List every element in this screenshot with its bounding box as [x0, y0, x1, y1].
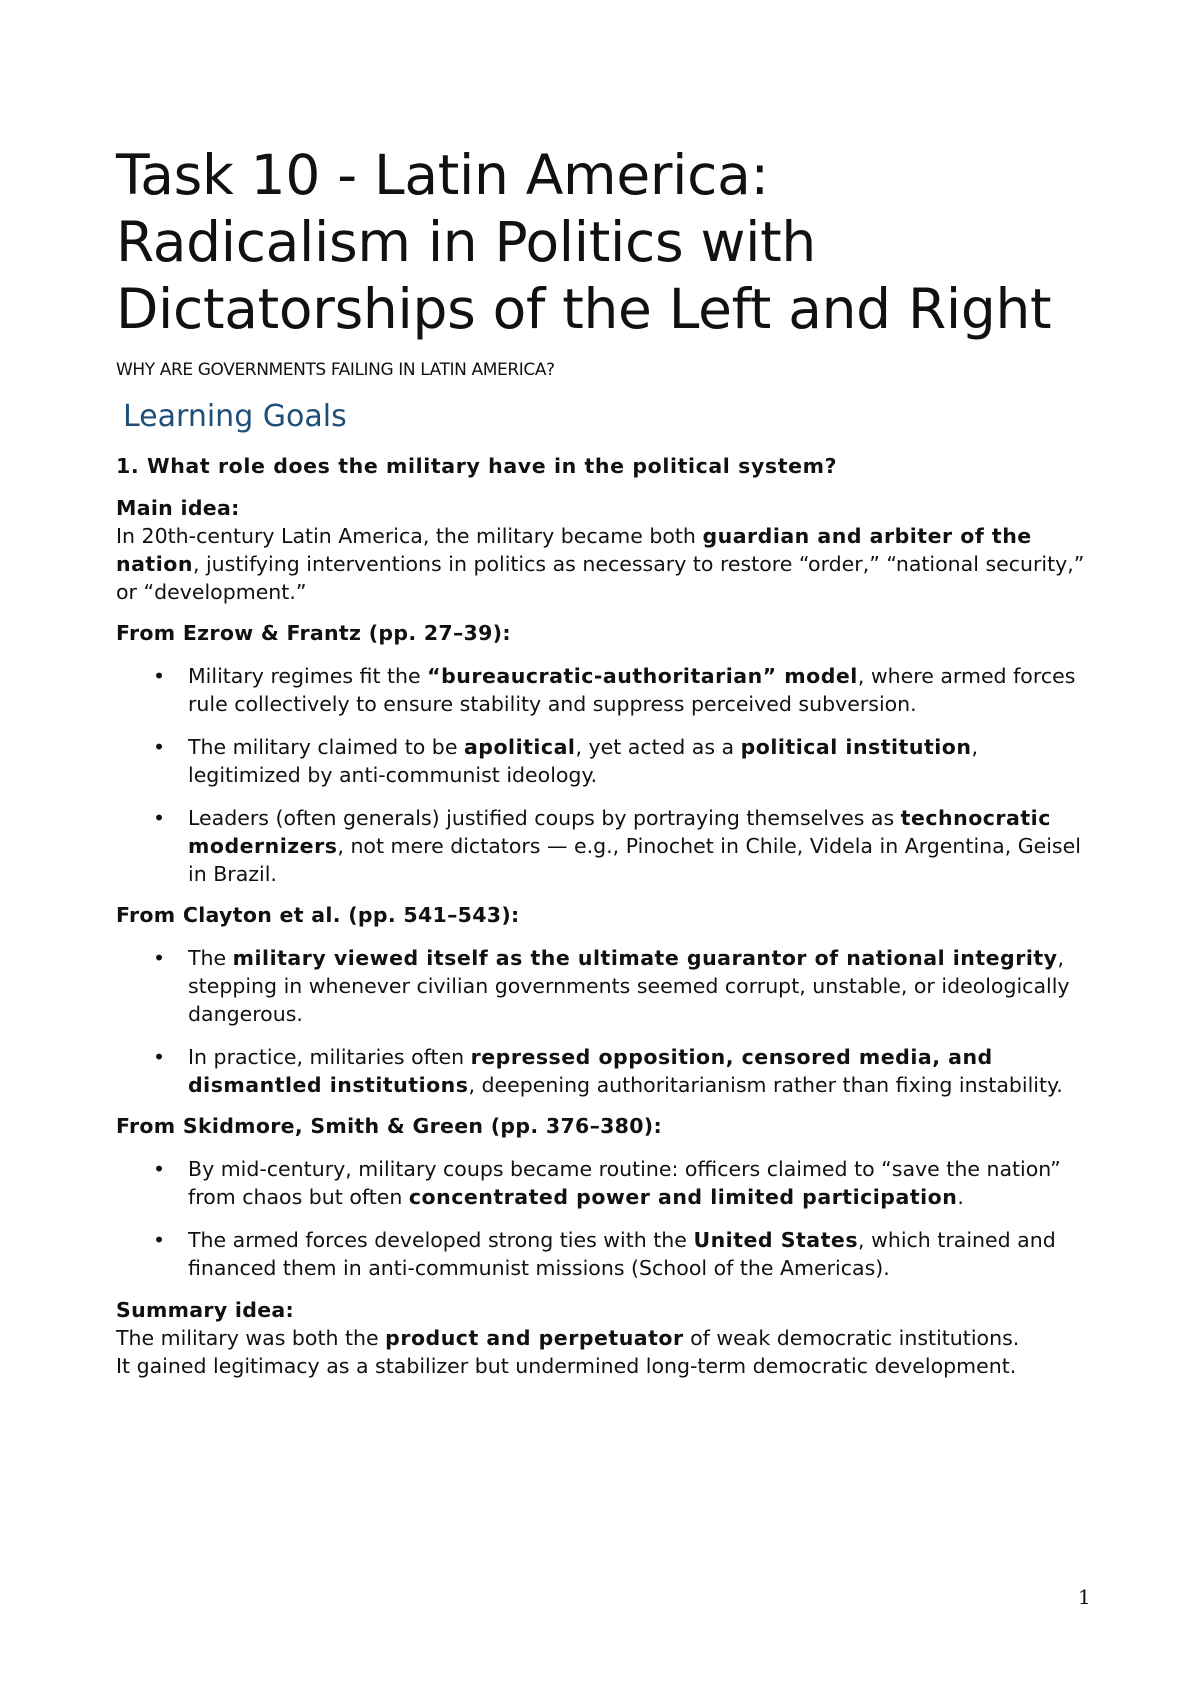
text-run: , where armed forces rule collectively to ensure stability and suppress perceived subversion. [188, 664, 1076, 716]
text-run: Military regimes fit the [188, 664, 428, 688]
list-item [116, 944, 1096, 1028]
skidmore-list [116, 1155, 1096, 1282]
bullet-icon: • [153, 1045, 166, 1069]
bullet-icon: • [153, 735, 166, 759]
summary-label: Summary idea: [116, 1298, 295, 1322]
ezrow-heading: From Ezrow & Frantz (pp. 27–39): [116, 621, 511, 645]
text-run: In practice, militaries often [188, 1045, 471, 1069]
text-run: The armed forces developed strong ties with the [188, 1228, 694, 1252]
text-run: By mid-century, military coups became routine: officers claimed to “save the nation” from chaos but often [188, 1157, 1061, 1209]
title-line-3: Dictatorships of the Left and Right [116, 277, 1052, 341]
main-idea-text [116, 522, 1096, 606]
bold-run: repressed opposition, censored media, and dismantled institutions [188, 1045, 993, 1097]
clayton-heading: From Clayton et al. (pp. 541–543): [116, 903, 520, 927]
bullet-icon: • [153, 806, 166, 830]
list-item [116, 1226, 1096, 1282]
document-subtitle: WHY ARE GOVERNMENTS FAILING IN LATIN AMERICA? [116, 360, 555, 380]
bold-run: apolitical [463, 735, 576, 759]
skidmore-heading: From Skidmore, Smith & Green (pp. 376–380): [116, 1114, 662, 1138]
bold-run: technocratic modernizers [188, 806, 1051, 858]
ezrow-section [116, 619, 1096, 888]
bold-run: guardian and arbiter of the nation [116, 524, 1032, 576]
text-run: , legitimized by anti-communist ideology. [188, 735, 978, 787]
main-idea-label: Main idea: [116, 496, 240, 520]
bold-run: military viewed itself as the ultimate guarantor of national integrity [232, 946, 1058, 970]
bullet-icon: • [153, 1228, 166, 1252]
main-idea-section [116, 494, 1096, 606]
text-run: , not mere dictators — e.g., Pinochet in Chile, Videla in Argentina, Geisel in Brazil. [188, 834, 1081, 886]
text-run: , yet acted as a [575, 735, 741, 759]
document-title [116, 142, 1096, 343]
text-run: , justifying interventions in politics as necessary to restore “order,” “national security,” or “development.” [116, 552, 1085, 604]
bold-run: political institution [740, 735, 972, 759]
learning-goals-heading: Learning Goals [123, 399, 347, 434]
summary-text [116, 1324, 1096, 1352]
list-item [116, 733, 1096, 789]
list-item [116, 1043, 1096, 1099]
bold-run: product and perpetuator [385, 1326, 684, 1350]
text-run: The military was both the [116, 1326, 386, 1350]
bold-run: United States [693, 1228, 859, 1252]
text-run: , deepening authoritarianism rather than fixing instability. [468, 1073, 1063, 1097]
ezrow-list [116, 662, 1096, 888]
title-line-1: Task 10 - Latin America: [116, 143, 769, 207]
page-number: 1 [1078, 1585, 1091, 1609]
text-run: The [188, 946, 233, 970]
text-run: , which trained and financed them in anti-communist missions (School of the Americas). [188, 1228, 1056, 1280]
text-run: . [957, 1185, 964, 1209]
clayton-list [116, 944, 1096, 1099]
bullet-icon: • [153, 1157, 166, 1181]
title-line-2: Radicalism in Politics with [116, 210, 816, 274]
summary-section [116, 1296, 1096, 1380]
page-content [116, 142, 1096, 1380]
list-item [116, 662, 1096, 718]
summary-text-line-2: It gained legitimacy as a stabilizer but undermined long-term democratic development. [116, 1354, 1017, 1378]
question-heading: 1. What role does the military have in the political system? [116, 454, 838, 478]
text-run: , stepping in whenever civilian governments seemed corrupt, unstable, or ideologically dangerous. [188, 946, 1070, 1026]
text-run: In 20th-century Latin America, the military became both [116, 524, 703, 548]
clayton-section [116, 901, 1096, 1099]
list-item [116, 1155, 1096, 1211]
skidmore-section [116, 1112, 1096, 1282]
text-run: The military claimed to be [188, 735, 464, 759]
bullet-icon: • [153, 664, 166, 688]
list-item [116, 804, 1096, 888]
bold-run: “bureaucratic-authoritarian” model [427, 664, 858, 688]
text-run: of weak democratic institutions. [683, 1326, 1020, 1350]
bullet-icon: • [153, 946, 166, 970]
text-run: Leaders (often generals) justified coups by portraying themselves as [188, 806, 901, 830]
bold-run: concentrated power and limited participation [408, 1185, 958, 1209]
